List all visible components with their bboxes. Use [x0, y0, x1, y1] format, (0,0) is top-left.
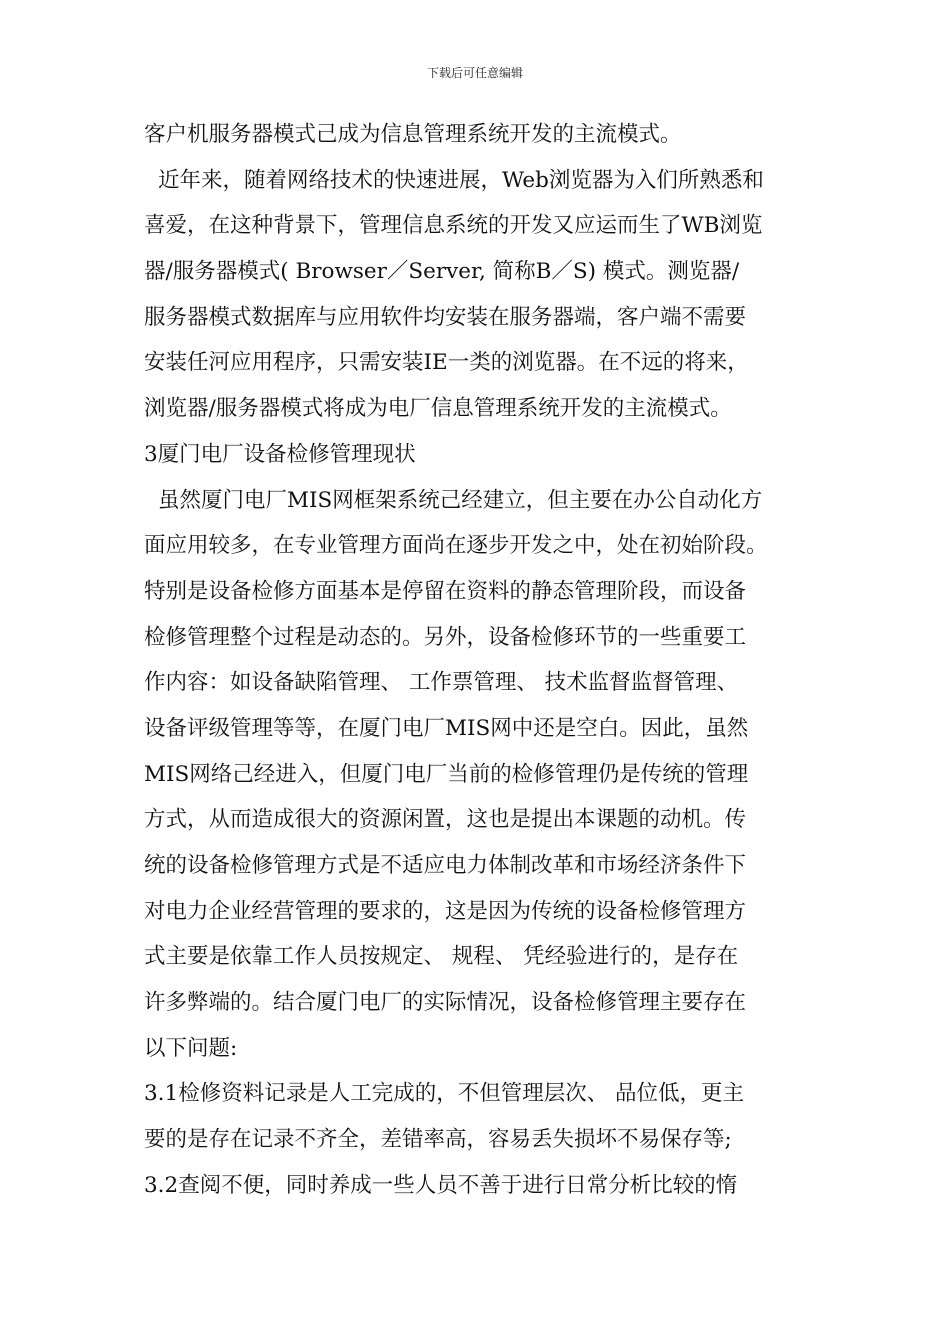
text-line: 式主要是依靠工作人员按规定、 规程、 凭经验进行的，是存在 — [144, 944, 739, 970]
text-line: 方式，从而造成很大的资源闲置，这也是提出本课题的动机。传 — [144, 807, 747, 833]
section-heading: 3厦门电厂设备检修管理现状 — [144, 441, 416, 467]
text-line: 许多弊端的。结合厦门电厂的实际情况，设备检修管理主要存在 — [144, 990, 747, 1016]
list-item: 3.1检修资料记录是人工完成的，不但管理层次、 品位低，更主 — [144, 1081, 745, 1107]
text-line: 虽然厦门电厂MIS网框架系统己经建立，但主要在办公自动化方 — [158, 487, 763, 513]
text-line: 安装任河应用程序，只需安装IE一类的浏览器。在不远的将来， — [144, 350, 749, 376]
text-line: 器/服务器模式( Browser／Server, 简称B／S) 模式。测览器/ — [144, 259, 740, 285]
text-line: 对电力企业经营管理的要求的，这是因为传统的设备检修管理方 — [144, 898, 747, 924]
text-line: 检修管理整个过程是动态的。另外，设备检修环节的一些重要工 — [144, 624, 747, 650]
text-line: 设备评级管理等等，在厦门电厂MIS网中还是空白。因此，虽然 — [144, 715, 749, 741]
page-header: 下载后可任意编辑 — [426, 66, 523, 80]
text-line: 服务器模式数据库与应用软件均安装在服务器端，客户端不需要 — [144, 304, 747, 330]
document-body — [144, 112, 814, 1209]
text-line: MIS网络己经进入，但厦门电厂当前的检修管理仍是传统的管理 — [144, 761, 749, 787]
text-line: 作内容：如设备缺陷管理、 工作票管理、 技术监督监督管理、 — [144, 670, 739, 696]
list-item: 3.2查阅不便，同时养成一些人员不善于进行日常分析比较的惰 — [144, 1172, 738, 1198]
text-line: 浏览器/服务器模式将成为电厂信息管理系统开发的主流模式。 — [144, 396, 732, 422]
text-line: 特别是设备检修方面基本是停留在资料的静态管理阶段，而设备 — [144, 578, 747, 604]
text-line: 近年来，随着网络技术的快速进展，Web浏览器为入们所熟悉和 — [158, 167, 764, 193]
text-line: 客户机服务器模式己成为信息管理系统开发的主流模式。 — [144, 122, 682, 147]
text-line: 面应用较多，在专业管理方面尚在逐步开发之中，处在初始阶段。 — [144, 533, 768, 559]
text-line: 喜爱，在这种背景下，管理信息系统的开发又应运而生了WB浏览 — [144, 213, 763, 239]
text-line: 以下问题: — [144, 1035, 238, 1061]
text-line: 统的设备检修管理方式是不适应电力体制改革和市场经济条件下 — [144, 853, 747, 878]
text-line: 要的是存在记录不齐全，差错率高，容易丢失损坏不易保存等; — [144, 1127, 732, 1153]
